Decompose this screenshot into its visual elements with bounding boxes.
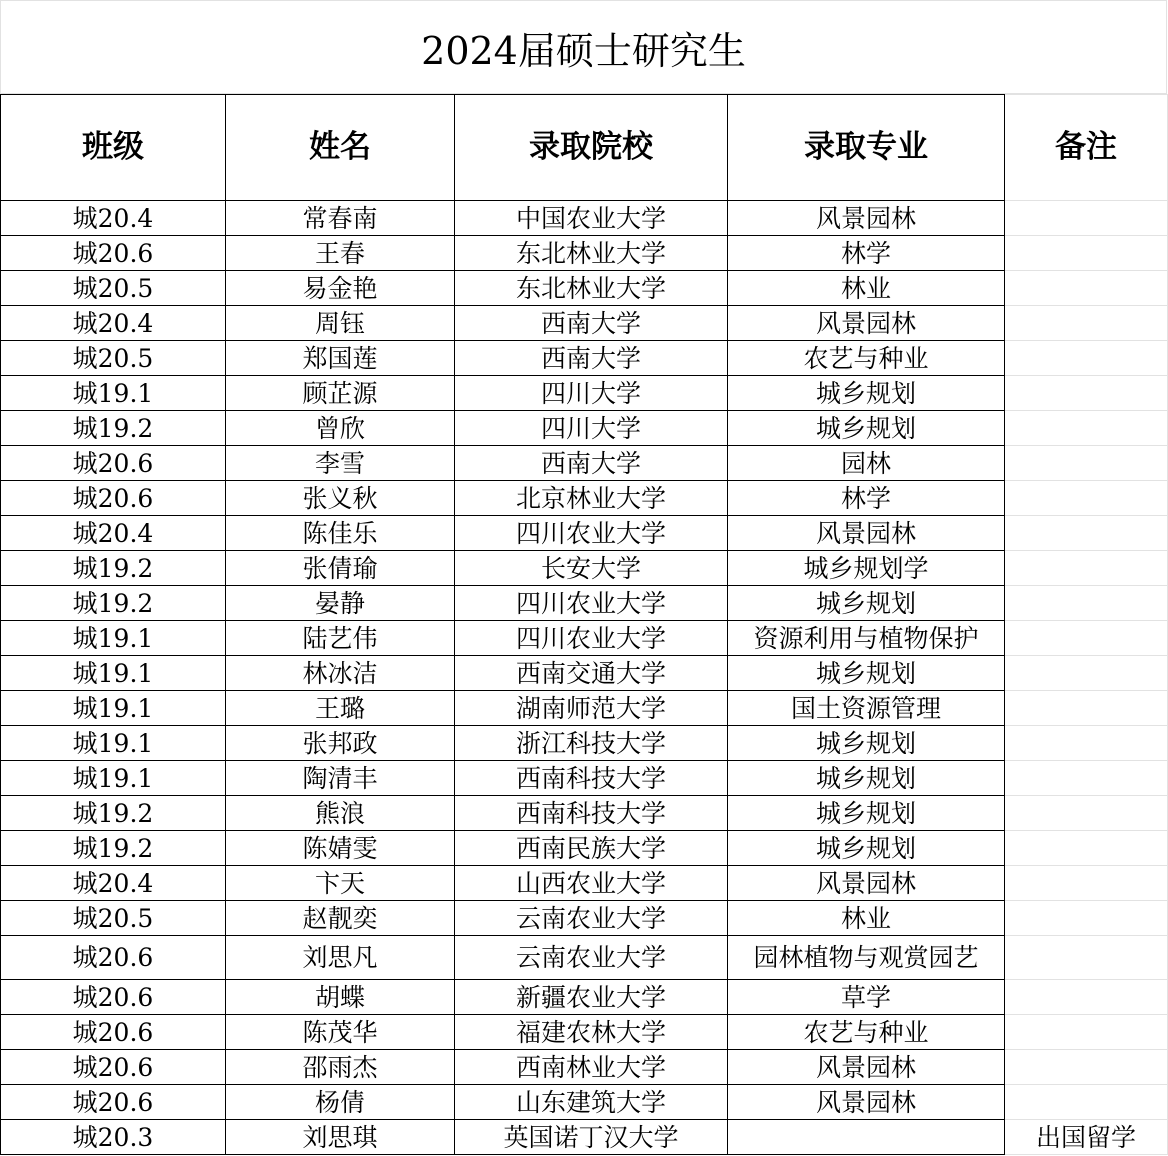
cell-major: 城乡规划学 [728, 551, 1005, 586]
cell-class: 城20.4 [1, 866, 226, 901]
table-row [1, 761, 1168, 796]
cell-name: 杨倩 [226, 1085, 455, 1120]
cell-school: 新疆农业大学 [455, 980, 728, 1015]
table-row [1, 1015, 1168, 1050]
table-row [1, 376, 1168, 411]
cell-school: 山东建筑大学 [455, 1085, 728, 1120]
admissions-table [0, 94, 1168, 1155]
cell-major: 林学 [728, 481, 1005, 516]
cell-note [1005, 796, 1168, 831]
cell-name: 周钰 [226, 306, 455, 341]
table-row [1, 831, 1168, 866]
table-row [1, 411, 1168, 446]
table-row [1, 691, 1168, 726]
cell-name: 邵雨杰 [226, 1050, 455, 1085]
cell-major: 农艺与种业 [728, 341, 1005, 376]
table-row [1, 1050, 1168, 1085]
cell-note [1005, 516, 1168, 551]
cell-name: 张倩瑜 [226, 551, 455, 586]
cell-note [1005, 980, 1168, 1015]
cell-school: 四川大学 [455, 376, 728, 411]
table-row [1, 446, 1168, 481]
cell-name: 易金艳 [226, 271, 455, 306]
cell-class: 城20.6 [1, 236, 226, 271]
cell-major: 城乡规划 [728, 761, 1005, 796]
cell-school: 四川农业大学 [455, 516, 728, 551]
cell-note [1005, 761, 1168, 796]
table-row [1, 656, 1168, 691]
cell-major: 城乡规划 [728, 831, 1005, 866]
cell-school: 云南农业大学 [455, 901, 728, 936]
cell-class: 城19.1 [1, 691, 226, 726]
cell-note [1005, 341, 1168, 376]
cell-note [1005, 1050, 1168, 1085]
header-note: 备注 [1005, 95, 1168, 201]
cell-major: 风景园林 [728, 306, 1005, 341]
cell-major: 城乡规划 [728, 411, 1005, 446]
cell-name: 郑国莲 [226, 341, 455, 376]
cell-note [1005, 621, 1168, 656]
cell-class: 城19.2 [1, 796, 226, 831]
cell-name: 陈茂华 [226, 1015, 455, 1050]
cell-name: 陈婧雯 [226, 831, 455, 866]
cell-class: 城19.2 [1, 551, 226, 586]
cell-school: 四川农业大学 [455, 586, 728, 621]
table-row [1, 1085, 1168, 1120]
cell-major: 资源利用与植物保护 [728, 621, 1005, 656]
cell-name: 陈佳乐 [226, 516, 455, 551]
cell-school: 西南交通大学 [455, 656, 728, 691]
header-name: 姓名 [226, 95, 455, 201]
cell-name: 顾芷源 [226, 376, 455, 411]
table-row [1, 866, 1168, 901]
cell-school: 英国诺丁汉大学 [455, 1120, 728, 1155]
header-school: 录取院校 [455, 95, 728, 201]
cell-class: 城19.1 [1, 761, 226, 796]
table-row [1, 586, 1168, 621]
cell-note [1005, 551, 1168, 586]
cell-class: 城20.6 [1, 1050, 226, 1085]
cell-name: 赵靓奕 [226, 901, 455, 936]
cell-major: 城乡规划 [728, 656, 1005, 691]
cell-note [1005, 376, 1168, 411]
cell-major: 园林 [728, 446, 1005, 481]
cell-school: 东北林业大学 [455, 236, 728, 271]
cell-class: 城20.3 [1, 1120, 226, 1155]
cell-class: 城19.1 [1, 726, 226, 761]
table-row [1, 271, 1168, 306]
cell-major [728, 1120, 1005, 1155]
cell-class: 城20.4 [1, 306, 226, 341]
cell-class: 城20.5 [1, 901, 226, 936]
cell-major: 国土资源管理 [728, 691, 1005, 726]
cell-class: 城20.6 [1, 446, 226, 481]
cell-school: 四川大学 [455, 411, 728, 446]
cell-school: 北京林业大学 [455, 481, 728, 516]
cell-school: 西南科技大学 [455, 761, 728, 796]
cell-school: 西南林业大学 [455, 1050, 728, 1085]
table-row [1, 1120, 1168, 1155]
cell-school: 四川农业大学 [455, 621, 728, 656]
cell-note: 出国留学 [1005, 1120, 1168, 1155]
cell-school: 中国农业大学 [455, 201, 728, 236]
cell-school: 长安大学 [455, 551, 728, 586]
table-row [1, 901, 1168, 936]
cell-class: 城20.6 [1, 980, 226, 1015]
cell-note [1005, 691, 1168, 726]
cell-school: 西南民族大学 [455, 831, 728, 866]
cell-major: 城乡规划 [728, 586, 1005, 621]
cell-class: 城19.2 [1, 831, 226, 866]
cell-name: 卞天 [226, 866, 455, 901]
cell-note [1005, 901, 1168, 936]
table-row [1, 980, 1168, 1015]
cell-major: 林业 [728, 271, 1005, 306]
cell-class: 城20.6 [1, 936, 226, 980]
cell-note [1005, 236, 1168, 271]
table-row [1, 306, 1168, 341]
cell-major: 城乡规划 [728, 726, 1005, 761]
cell-name: 熊浪 [226, 796, 455, 831]
table-row [1, 551, 1168, 586]
cell-major: 城乡规划 [728, 376, 1005, 411]
cell-school: 西南大学 [455, 446, 728, 481]
cell-major: 风景园林 [728, 1085, 1005, 1120]
cell-major: 农艺与种业 [728, 1015, 1005, 1050]
cell-major: 城乡规划 [728, 796, 1005, 831]
cell-class: 城20.4 [1, 201, 226, 236]
cell-major: 园林植物与观赏园艺 [728, 936, 1005, 980]
cell-name: 晏静 [226, 586, 455, 621]
table-row [1, 796, 1168, 831]
cell-name: 林冰洁 [226, 656, 455, 691]
table-row [1, 726, 1168, 761]
table-row [1, 236, 1168, 271]
cell-note [1005, 271, 1168, 306]
cell-class: 城20.5 [1, 341, 226, 376]
cell-name: 刘思琪 [226, 1120, 455, 1155]
cell-class: 城19.1 [1, 656, 226, 691]
cell-class: 城20.6 [1, 1085, 226, 1120]
cell-school: 西南大学 [455, 341, 728, 376]
cell-note [1005, 1085, 1168, 1120]
cell-class: 城19.2 [1, 586, 226, 621]
cell-name: 李雪 [226, 446, 455, 481]
cell-school: 山西农业大学 [455, 866, 728, 901]
cell-note [1005, 411, 1168, 446]
cell-name: 陆艺伟 [226, 621, 455, 656]
cell-class: 城19.2 [1, 411, 226, 446]
header-major: 录取专业 [728, 95, 1005, 201]
cell-major: 林学 [728, 236, 1005, 271]
cell-name: 陶清丰 [226, 761, 455, 796]
cell-note [1005, 306, 1168, 341]
cell-class: 城20.6 [1, 481, 226, 516]
cell-note [1005, 936, 1168, 980]
table-row [1, 621, 1168, 656]
cell-note [1005, 481, 1168, 516]
cell-name: 曾欣 [226, 411, 455, 446]
cell-major: 风景园林 [728, 516, 1005, 551]
cell-school: 东北林业大学 [455, 271, 728, 306]
table-row [1, 516, 1168, 551]
cell-school: 福建农林大学 [455, 1015, 728, 1050]
page-title: 2024届硕士研究生 [0, 0, 1167, 94]
cell-name: 王春 [226, 236, 455, 271]
cell-name: 刘思凡 [226, 936, 455, 980]
cell-note [1005, 201, 1168, 236]
cell-school: 浙江科技大学 [455, 726, 728, 761]
cell-major: 风景园林 [728, 1050, 1005, 1085]
cell-major: 林业 [728, 901, 1005, 936]
cell-school: 西南大学 [455, 306, 728, 341]
table-row [1, 936, 1168, 980]
cell-note [1005, 656, 1168, 691]
cell-major: 风景园林 [728, 201, 1005, 236]
cell-note [1005, 446, 1168, 481]
cell-class: 城19.1 [1, 376, 226, 411]
cell-note [1005, 726, 1168, 761]
table-row [1, 481, 1168, 516]
cell-name: 常春南 [226, 201, 455, 236]
cell-class: 城20.5 [1, 271, 226, 306]
cell-school: 云南农业大学 [455, 936, 728, 980]
cell-note [1005, 1015, 1168, 1050]
cell-school: 西南科技大学 [455, 796, 728, 831]
cell-school: 湖南师范大学 [455, 691, 728, 726]
cell-major: 草学 [728, 980, 1005, 1015]
table-row [1, 341, 1168, 376]
cell-class: 城19.1 [1, 621, 226, 656]
cell-name: 张义秋 [226, 481, 455, 516]
header-class: 班级 [1, 95, 226, 201]
cell-note [1005, 831, 1168, 866]
cell-name: 胡蝶 [226, 980, 455, 1015]
cell-note [1005, 866, 1168, 901]
cell-major: 风景园林 [728, 866, 1005, 901]
cell-note [1005, 586, 1168, 621]
table-row [1, 201, 1168, 236]
cell-name: 王璐 [226, 691, 455, 726]
cell-name: 张邦政 [226, 726, 455, 761]
cell-class: 城20.4 [1, 516, 226, 551]
cell-class: 城20.6 [1, 1015, 226, 1050]
table-header-row [1, 95, 1168, 201]
